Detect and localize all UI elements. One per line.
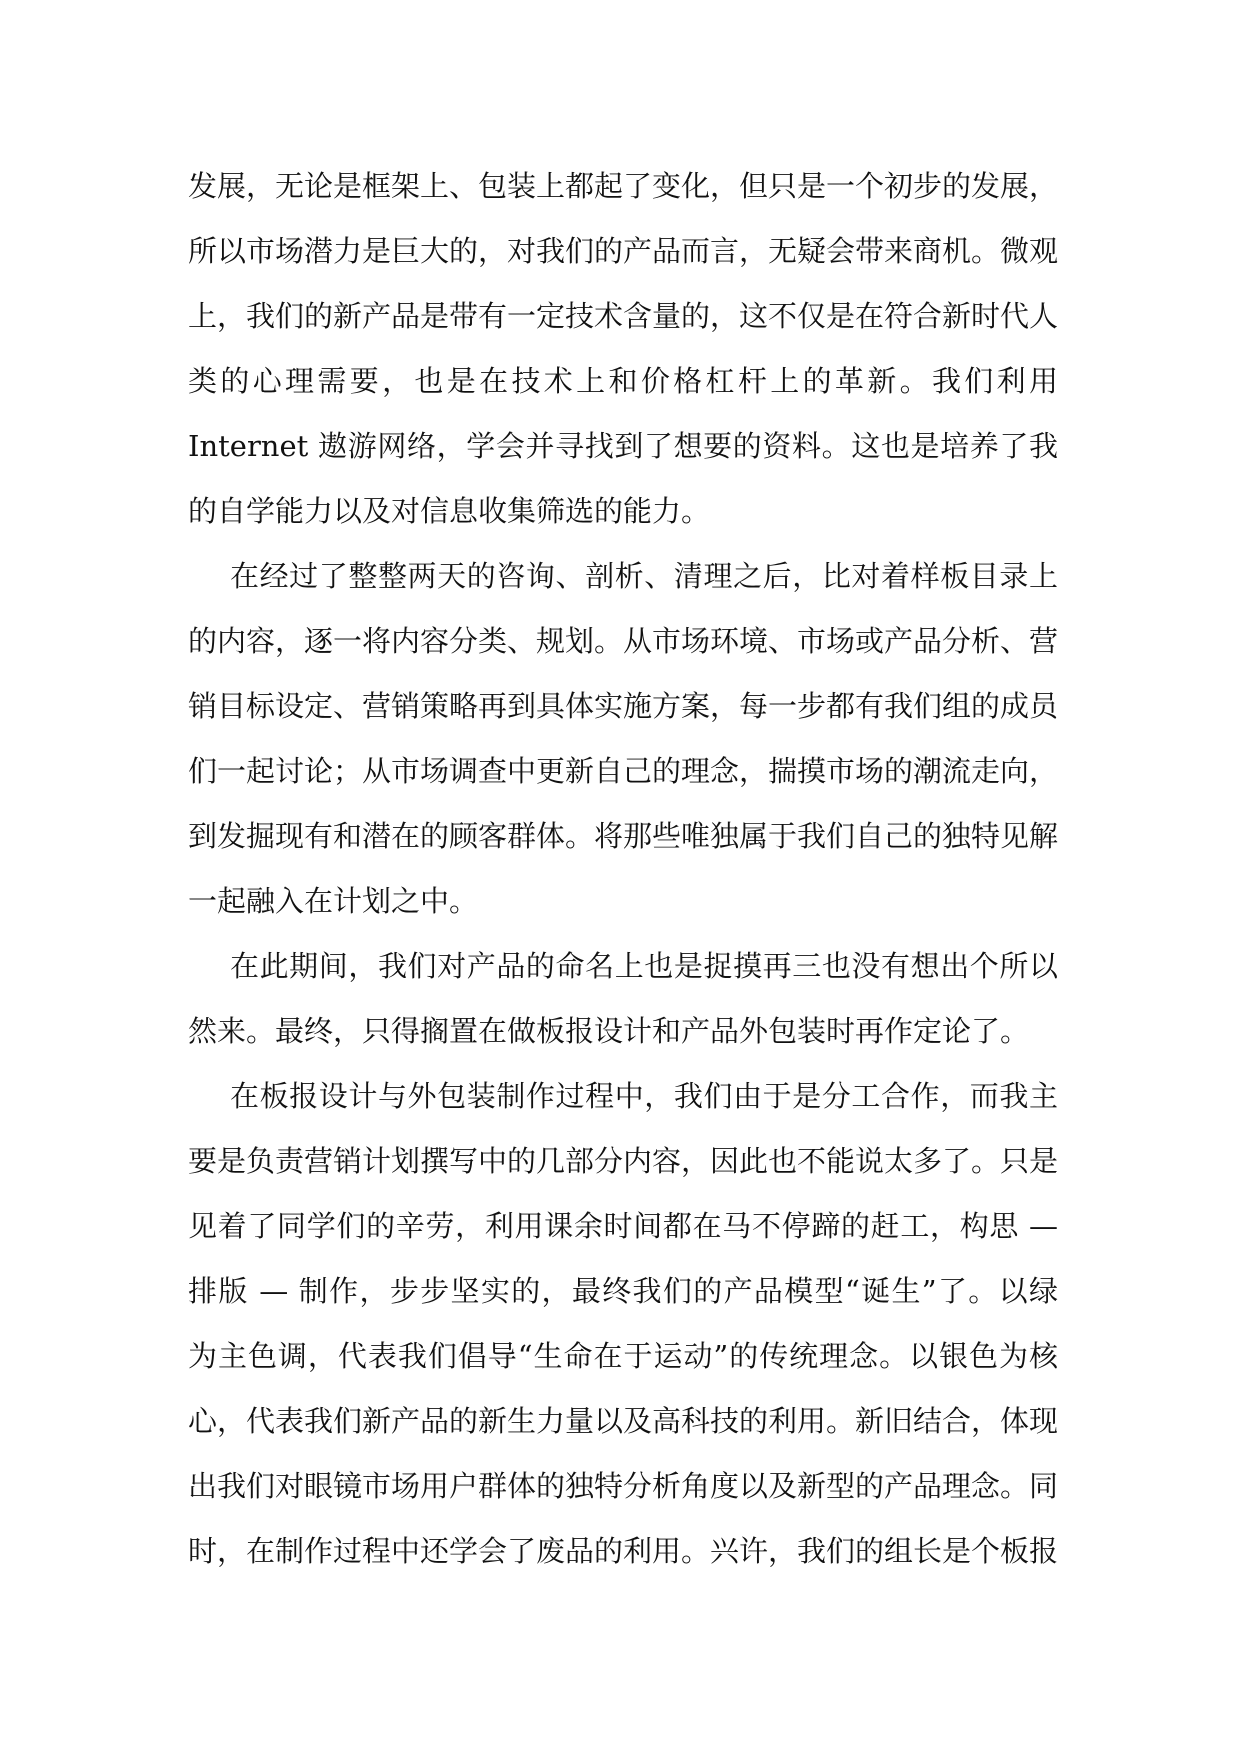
text-line: 销目标设定、营销策略再到具体实施方案，每一步都有我们组的成员 <box>188 689 1059 723</box>
text-line: 然来。最终，只得搁置在做板报设计和产品外包装时再作定论了。 <box>188 1014 1030 1048</box>
document-body <box>188 154 1058 1584</box>
text-line: 要是负责营销计划撰写中的几部分内容，因此也不能说太多了。只是 <box>188 1144 1059 1178</box>
text-line: Internet 遨游网络，学会并寻找到了想要的资料。这也是培养了我 <box>188 429 1058 463</box>
text-line: 排版 — 制作，步步坚实的，最终我们的产品模型“诞生”了。以绿 <box>188 1274 1058 1308</box>
text-line: 的自学能力以及对信息收集筛选的能力。 <box>188 494 711 528</box>
text-line: 时，在制作过程中还学会了废品的利用。兴许，我们的组长是个板报 <box>188 1534 1059 1568</box>
text-line: 见着了同学们的辛劳，利用课余时间都在马不停蹄的赶工，构思 — <box>188 1209 1058 1243</box>
text-line: 所以市场潜力是巨大的，对我们的产品而言，无疑会带来商机。微观 <box>188 234 1059 268</box>
text-line: 们一起讨论；从市场调查中更新自己的理念，揣摸市场的潮流走向， <box>188 754 1059 788</box>
text-line: 上，我们的新产品是带有一定技术含量的，这不仅是在符合新时代人 <box>188 299 1059 333</box>
text-line: 发展，无论是框架上、包装上都起了变化，但只是一个初步的发展， <box>188 169 1059 203</box>
text-line: 心，代表我们新产品的新生力量以及高科技的利用。新旧结合，体现 <box>188 1404 1059 1438</box>
text-line: 类的心理需要，也是在技术上和价格杠杆上的革新。我们利用 <box>188 364 1058 398</box>
text-line: 在经过了整整两天的咨询、剖析、清理之后，比对着样板目录上 <box>230 559 1058 593</box>
text-line: 在此期间，我们对产品的命名上也是捉摸再三也没有想出个所以 <box>230 949 1058 983</box>
text-line: 出我们对眼镜市场用户群体的独特分析角度以及新型的产品理念。同 <box>188 1469 1059 1503</box>
text-line: 在板报设计与外包装制作过程中，我们由于是分工合作，而我主 <box>230 1079 1058 1113</box>
text-line: 的内容，逐一将内容分类、规划。从市场环境、市场或产品分析、营 <box>188 624 1059 658</box>
text-line: 为主色调，代表我们倡导“生命在于运动”的传统理念。以银色为核 <box>188 1339 1058 1373</box>
text-line: 一起融入在计划之中。 <box>188 884 479 918</box>
text-line: 到发掘现有和潜在的顾客群体。将那些唯独属于我们自己的独特见解 <box>188 819 1059 853</box>
